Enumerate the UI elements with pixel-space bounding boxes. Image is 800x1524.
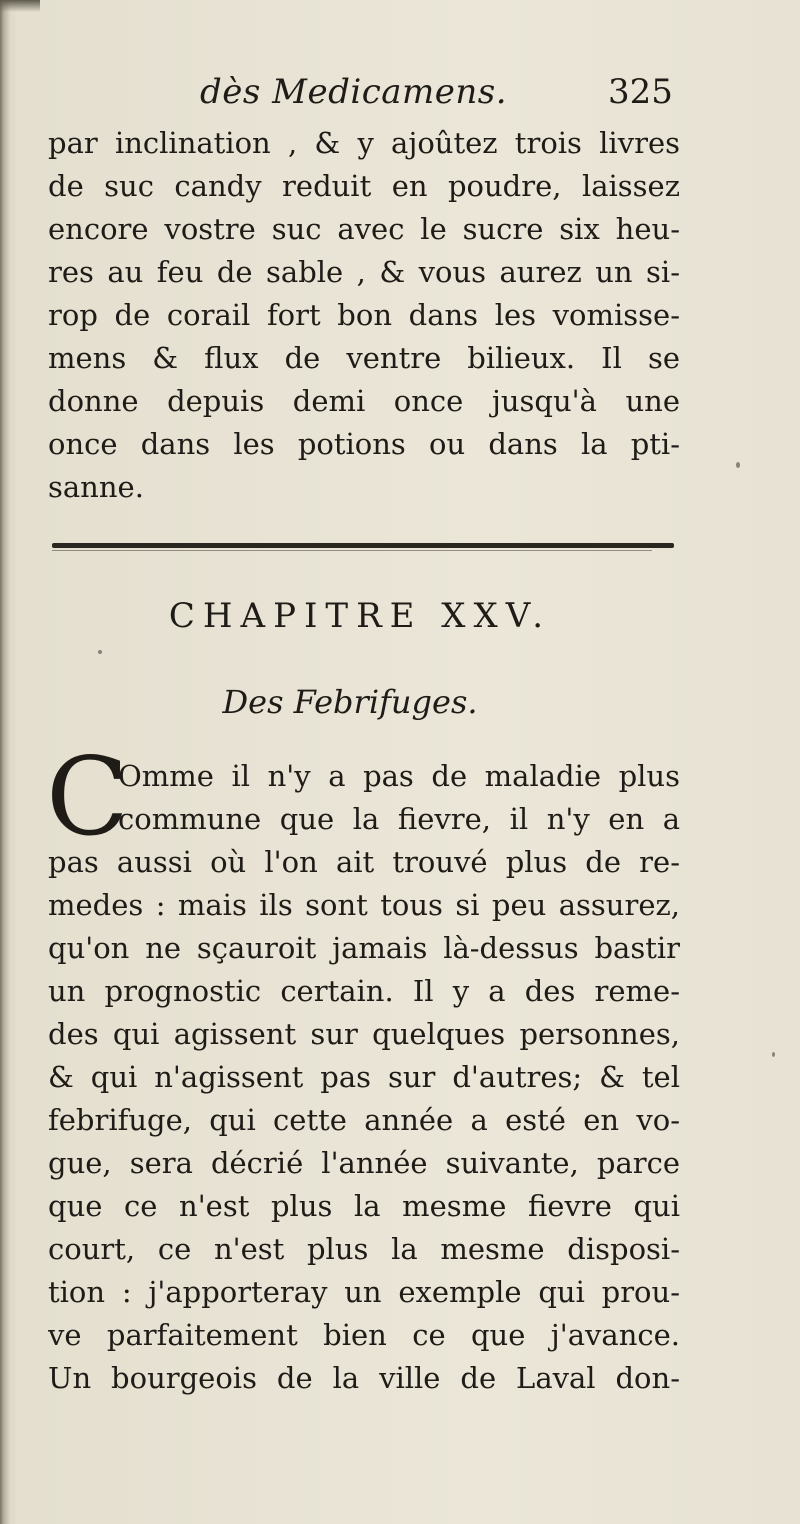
text-line: & qui n'agissent pas sur d'autres; & tel bbox=[48, 1060, 680, 1094]
page-gutter-shadow bbox=[0, 0, 10, 1524]
text-line: res au feu de sable , & vous aurez un si- bbox=[48, 255, 680, 289]
text-line: tion : j'apporteray un exemple qui prou- bbox=[48, 1275, 680, 1309]
ink-speck bbox=[772, 1052, 775, 1057]
text-line: encore vostre suc avec le sucre six heu- bbox=[48, 212, 680, 246]
text-line: que ce n'est plus la mesme fievre qui bbox=[48, 1189, 680, 1223]
text-line: court, ce n'est plus la mesme disposi- bbox=[48, 1232, 680, 1266]
text-line: Un bourgeois de la ville de Laval don- bbox=[48, 1361, 680, 1395]
text-line: medes : mais ils sont tous si peu assurez, bbox=[48, 888, 680, 922]
section-rule bbox=[52, 543, 674, 548]
text-line: Omme il n'y a pas de maladie plus bbox=[118, 759, 680, 793]
text-line: mens & flux de ventre bilieux. Il se bbox=[48, 341, 680, 375]
text-line: febrifuge, qui cette année a esté en vo- bbox=[48, 1103, 680, 1137]
text-line: commune que la fievre, il n'y en a bbox=[118, 802, 680, 836]
paragraph-continuation bbox=[48, 122, 680, 509]
drop-cap: C bbox=[46, 735, 129, 860]
ink-speck bbox=[736, 462, 740, 468]
section-rule-shadow bbox=[52, 550, 652, 551]
text-line: des qui agissent sur quelques personnes, bbox=[48, 1017, 680, 1051]
text-line: par inclination , & y ajoûtez trois livres bbox=[48, 126, 680, 160]
text-line: donne depuis demi once jusqu'à une bbox=[48, 384, 680, 418]
page-header bbox=[0, 72, 800, 122]
chapter-title: CHAPITRE XXV. bbox=[168, 596, 552, 636]
text-line: ve parfaitement bien ce que j'avance. bbox=[48, 1318, 680, 1352]
text-line: rop de corail fort bon dans les vomisse- bbox=[48, 298, 680, 332]
text-line: de suc candy reduit en poudre, laissez bbox=[48, 169, 680, 203]
text-line: qu'on ne sçauroit jamais là-dessus bastir bbox=[48, 931, 680, 965]
text-line: pas aussi où l'on ait trouvé plus de re- bbox=[48, 845, 680, 879]
text-line: once dans les potions ou dans la pti- bbox=[48, 427, 680, 461]
text-line: gue, sera décrié l'année suivante, parce bbox=[48, 1146, 680, 1180]
ink-speck bbox=[98, 650, 102, 654]
page-number: 325 bbox=[608, 72, 673, 112]
page-corner-stain bbox=[0, 0, 40, 12]
paragraph-opening-lines bbox=[118, 755, 680, 841]
running-head: dès Medicamens. bbox=[200, 72, 508, 112]
chapter-subtitle: Des Febrifuges. bbox=[222, 683, 478, 721]
paragraph-body bbox=[48, 841, 680, 1400]
text-line: un prognostic certain. Il y a des reme- bbox=[48, 974, 680, 1008]
text-line: sanne. bbox=[48, 470, 144, 504]
